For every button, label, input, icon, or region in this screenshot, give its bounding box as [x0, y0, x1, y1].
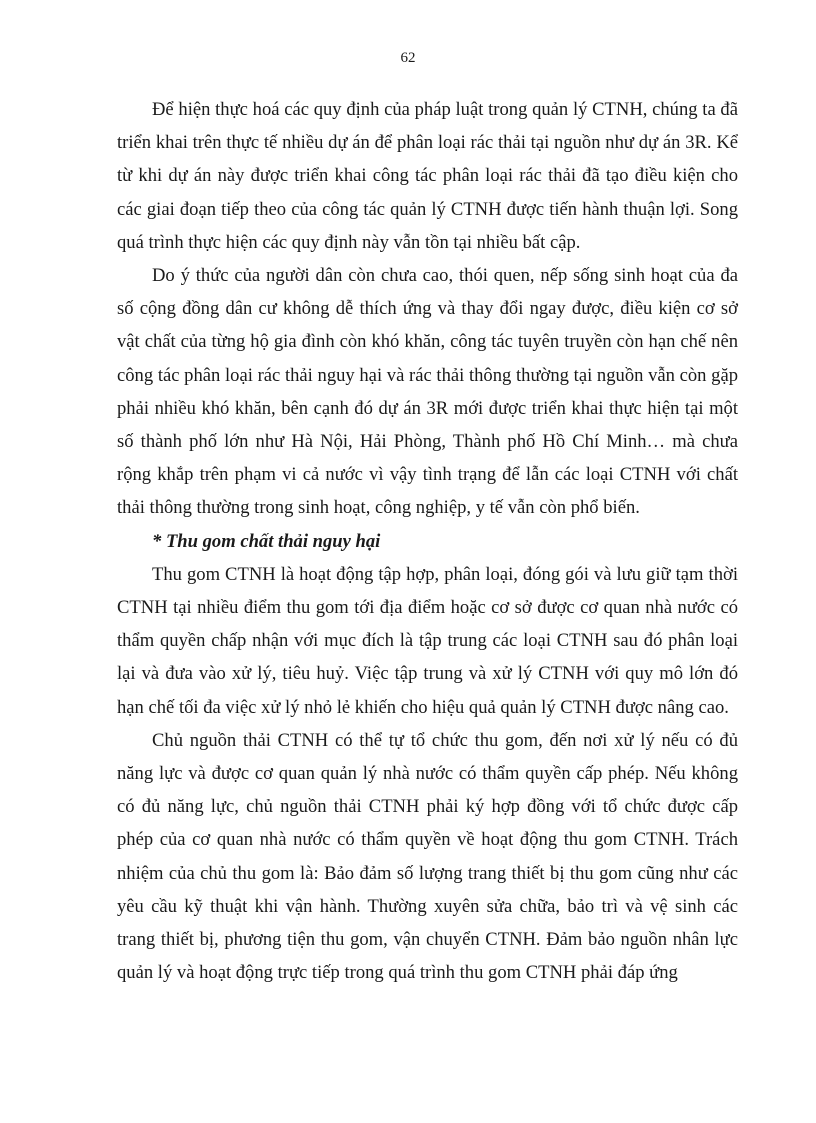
paragraph: Để hiện thực hoá các quy định của pháp luật trong quản lý CTNH, chúng ta đã triển khai trên thực tế nhiều dự án để phân loại rác thải tại nguồn như dự án 3R. Kể từ khi dự án này được triển khai công tác phân loại rác thải đã tạo điều kiện cho các giai đoạn tiếp theo của công tác quản lý CTNH được tiến hành thuận lợi. Song quá trình thực hiện các quy định này vẫn tồn tại nhiều bất cập. — [117, 99, 738, 253]
section-heading: * Thu gom chất thải nguy hại — [152, 530, 381, 552]
document-body — [117, 93, 738, 989]
paragraph: Do ý thức của người dân còn chưa cao, thói quen, nếp sống sinh hoạt của đa số cộng đồng dân cư không dễ thích ứng và thay đổi ngay được, điều kiện cơ sở vật chất của từng hộ gia đình còn khó khăn, công tác tuyên truyền còn hạn chế nên công tác phân loại rác thải nguy hại và rác thải thông thường tại nguồn vẫn còn gặp phải nhiều khó khăn, bên cạnh đó dự án 3R mới được triển khai thực hiện tại một số thành phố lớn như Hà Nội, Hải Phòng, Thành phố Hồ Chí Minh… mà chưa rộng khắp trên phạm vi cả nước vì vậy tình trạng để lẫn các loại CTNH với chất thải thông thường trong sinh hoạt, công nghiệp, y tế vẫn còn phổ biến. — [117, 265, 738, 519]
paragraph: Chủ nguồn thải CTNH có thể tự tổ chức thu gom, đến nơi xử lý nếu có đủ năng lực và được cơ quan quản lý nhà nước có thẩm quyền cấp phép. Nếu không có đủ năng lực, chủ nguồn thải CTNH phải ký hợp đồng với tổ chức được cấp phép của cơ quan nhà nước có thẩm quyền về hoạt động thu gom CTNH. Trách nhiệm của chủ thu gom là: Bảo đảm số lượng trang thiết bị thu gom cũng như các yêu cầu kỹ thuật khi vận hành. Thường xuyên sửa chữa, bảo trì và vệ sinh các trang thiết bị, phương tiện thu gom, vận chuyển CTNH. Đảm bảo nguồn nhân lực quản lý và hoạt động trực tiếp trong quá trình thu gom CTNH phải đáp ứng — [117, 729, 738, 984]
paragraph: Thu gom CTNH là hoạt động tập hợp, phân loại, đóng gói và lưu giữ tạm thời CTNH tại nhiều điểm thu gom tới địa điểm hoặc cơ sở được cơ quan nhà nước có thẩm quyền chấp nhận với mục đích là tập trung các loại CTNH sau đó phân loại lại và đưa vào xử lý, tiêu huỷ. Việc tập trung và xử lý CTNH với quy mô lớn đó hạn chế tối đa việc xử lý nhỏ lẻ khiến cho hiệu quả quản lý CTNH được nâng cao. — [117, 563, 738, 718]
page-number: 62 — [400, 50, 416, 66]
